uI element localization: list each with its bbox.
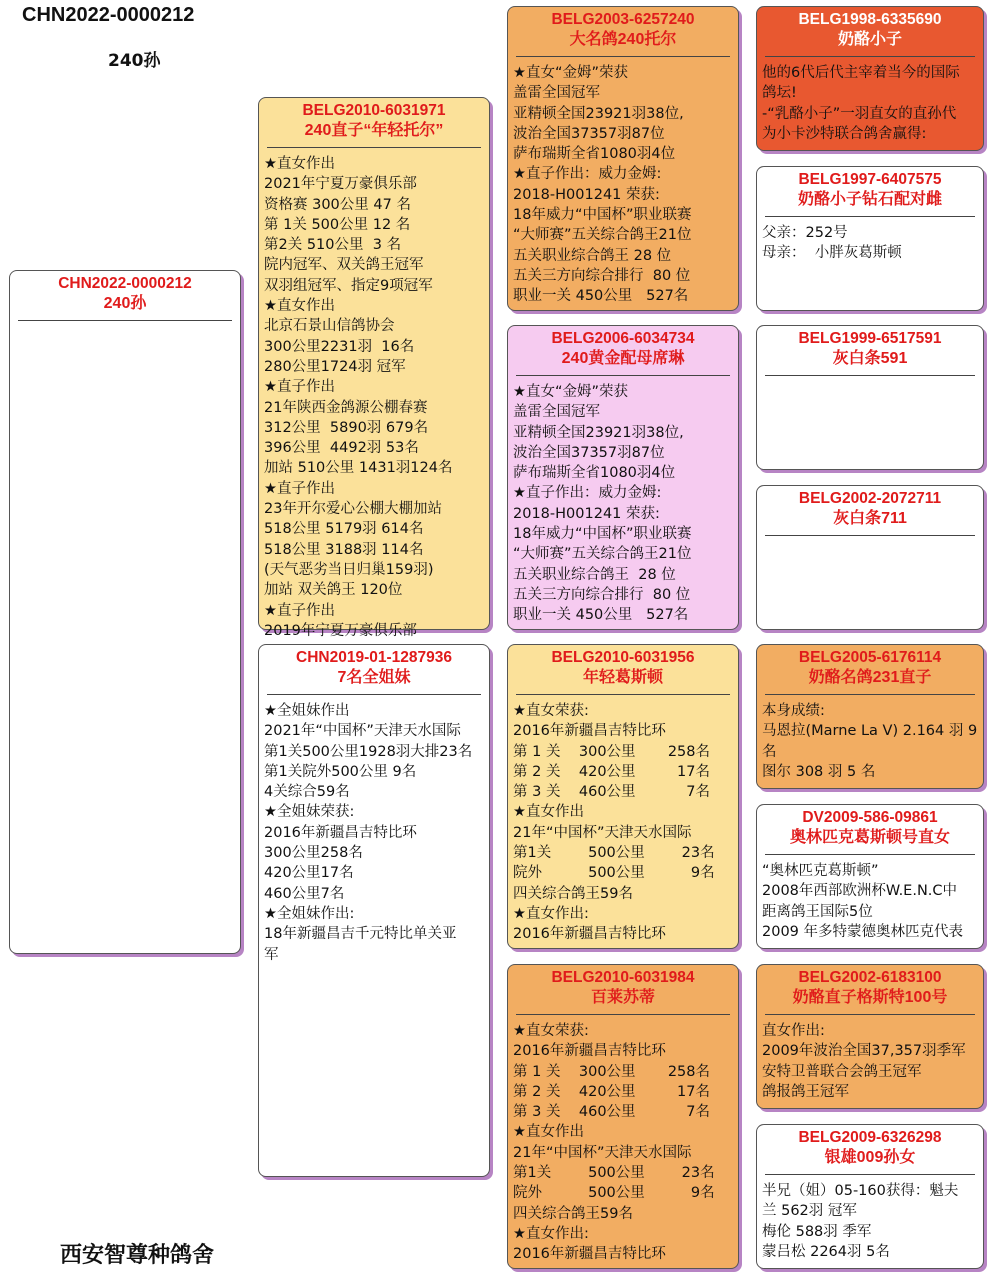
record-line: 2016年新疆昌吉特比环 (264, 824, 417, 841)
record-line: ★直女荣获: (513, 703, 589, 719)
record-line: 300公里258名 (264, 845, 363, 862)
record-line: 他的6代后代主宰着当今的国际 (762, 65, 960, 81)
record-line: ★直女作出 (264, 156, 335, 172)
ggp5-card[interactable] (756, 644, 984, 789)
ring-number: BELG1998-6335690 (798, 11, 942, 28)
ring-number: BELG2002-2072711 (798, 490, 942, 507)
pigeon-name: 奶酪小子钻石配对雌 (797, 191, 942, 208)
header-divider (765, 535, 975, 536)
pigeon-name: 240黄金配母席琳 (561, 350, 685, 367)
card-header (757, 645, 983, 688)
record-line: 2016年新疆昌吉特比环 (513, 723, 666, 740)
record-line: 280公里1724羽 冠军 (264, 358, 406, 375)
record-line: “大师赛”五关综合鸽王21位 (513, 227, 692, 244)
ring-number: BELG2003-6257240 (551, 11, 695, 28)
record-line: ★直女荣获: (513, 1023, 589, 1039)
pigeon-name: 7名全姐妹 (337, 669, 411, 686)
card-header (508, 965, 738, 1008)
subject-card[interactable] (9, 270, 241, 954)
record-line: 加站 510公里 1431羽124名 (264, 460, 453, 477)
record-line: “奥林匹克葛斯顿” (762, 863, 879, 879)
record-line: 21年陕西金鸽源公棚春赛 (264, 399, 428, 416)
pigeon-name: 奶酪直子格斯特100号 (792, 989, 948, 1006)
ggp2-card[interactable] (756, 166, 984, 311)
record-line: 23年开尔爱心公棚大棚加站 (264, 501, 442, 518)
record-line: 300公里2231羽 16名 (264, 338, 415, 355)
record-line: 院内冠军、双关鸽王冠军 (264, 257, 424, 274)
sire-card[interactable] (258, 97, 490, 639)
ggp4-card[interactable] (756, 485, 984, 630)
ring-number: BELG2005-6176114 (798, 649, 942, 666)
record-line: 18年威力“中国杯”职业联赛 (513, 526, 692, 543)
pigeon-name: 银雄009孙女 (824, 1149, 916, 1166)
ring-number: BELG2010-6031956 (551, 649, 695, 666)
record-line: 双羽组冠军、指定9项冠军 (264, 277, 433, 294)
pigeon-name: 奥林匹克葛斯顿号直女 (789, 829, 950, 846)
record-line: 518公里 5179羽 614名 (264, 521, 424, 538)
record-line: 院外 500公里 9名 (513, 1185, 715, 1202)
loft-name: 西安智尊种鸽舍 (60, 1243, 215, 1268)
record-line: ★全姐妹作出 (264, 703, 350, 719)
record-line: 亚精顿全国23921羽38位, (513, 105, 684, 122)
header-divider (267, 147, 481, 148)
record-line: ★直子作出 (264, 602, 335, 619)
record-line: ★直女“金姆”荣获 (513, 384, 629, 400)
card-header (757, 167, 983, 210)
header-divider (765, 694, 975, 695)
record-line: 直女作出: (762, 1023, 825, 1039)
record-line: 2021年宁夏万豪俱乐部 (264, 176, 417, 193)
header-divider (18, 320, 232, 321)
record-line: 北京石景山信鸽协会 (264, 318, 395, 335)
page-subtitle: 240孙 (108, 51, 161, 71)
record-line: ★直女作出: (513, 1225, 589, 1242)
record-line: 460公里7名 (264, 885, 345, 902)
record-line: 4关综合59名 (264, 784, 350, 801)
record-line: 第1关 500公里 23名 (513, 845, 715, 862)
ring-number: BELG2010-6031984 (551, 969, 695, 986)
record-line: 盖雷全国冠军 (513, 404, 600, 421)
ring-number: BELG1999-6517591 (798, 330, 942, 347)
card-header (757, 805, 983, 848)
card-body (508, 63, 738, 307)
record-line: 名 (762, 743, 777, 760)
card-header (757, 1125, 983, 1168)
record-line: 2008年西部欧洲杯W.E.N.C中 (762, 883, 958, 900)
record-line: ★直子作出：威力金姆: (513, 485, 662, 502)
pigeon-name: 奶酪名鸽231直子 (808, 669, 932, 686)
record-line: 兰 562羽 冠军 (762, 1203, 857, 1220)
card-header (757, 486, 983, 529)
ring-number: BELG1997-6407575 (798, 171, 942, 188)
header-divider (765, 216, 975, 217)
sire-sire-card[interactable] (507, 6, 739, 311)
pigeon-name: 240孙 (103, 295, 147, 312)
record-line: 2016年新疆昌吉特比环 (513, 1246, 666, 1263)
record-line: 为小卡沙特联合鸽舍赢得: (762, 125, 927, 142)
record-line: 父亲：252号 (762, 225, 848, 241)
record-line: 第 1 关 300公里 258名 (513, 1063, 710, 1080)
ring-number: BELG2009-6326298 (798, 1129, 942, 1146)
card-header (757, 326, 983, 369)
record-line: ★直子作出：威力金姆: (513, 166, 662, 183)
record-line: 312公里 5890羽 679名 (264, 419, 429, 436)
header-divider (765, 1174, 975, 1175)
card-body (757, 223, 983, 264)
record-line: 2016年新疆昌吉特比环 (513, 926, 666, 943)
record-line: 梅伦 588羽 季军 (762, 1223, 872, 1240)
card-body (757, 1181, 983, 1262)
card-header (259, 645, 489, 688)
record-line: ★直女“金姆”荣获 (513, 65, 629, 81)
pigeon-name: 灰白条591 (832, 350, 908, 367)
ring-number: CHN2022-0000212 (58, 275, 192, 292)
record-line: 鸽报鸽王冠军 (762, 1083, 849, 1100)
record-line: 盖雷全国冠军 (513, 85, 600, 102)
pigeon-name: 大名鸽240托尔 (569, 31, 677, 48)
record-line: -“乳酪小子”一羽直女的直孙代 (762, 105, 957, 122)
page-title: CHN2022-0000212 (22, 4, 195, 26)
record-line: 萨布瑞斯全省1080羽4位 (513, 465, 676, 482)
card-header (259, 98, 489, 141)
card-body (508, 382, 738, 626)
card-header (757, 965, 983, 1008)
ggp3-card[interactable] (756, 325, 984, 470)
card-body (508, 1021, 738, 1265)
record-line: 军 (264, 946, 279, 963)
pigeon-name: 240直子“年轻托尔” (304, 122, 444, 139)
card-header (508, 326, 738, 369)
sire-dam-card[interactable] (507, 325, 739, 630)
header-divider (516, 694, 730, 695)
dam-dam-card[interactable] (507, 964, 739, 1269)
card-header (508, 7, 738, 50)
header-divider (765, 56, 975, 57)
card-body (259, 154, 489, 641)
record-line: 第 1 关 300公里 258名 (513, 743, 710, 760)
record-line: 2016年新疆昌吉特比环 (513, 1043, 666, 1060)
ring-number: BELG2006-6034734 (551, 330, 695, 347)
card-header (757, 7, 983, 50)
record-line: 母亲： 小胖灰葛斯顿 (762, 245, 902, 262)
record-line: ★直女作出 (513, 1124, 584, 1141)
record-line: 第1关院外500公里 9名 (264, 763, 417, 780)
record-line: 18年新疆昌吉千元特比单关亚 (264, 926, 457, 943)
record-line: 五关三方向综合排行 80 位 (513, 267, 691, 284)
record-line: 五关三方向综合排行 80 位 (513, 586, 691, 603)
record-line: ★全姐妹作出: (264, 905, 355, 922)
record-line: 2018-H001241 荣获: (513, 186, 660, 203)
record-line: 396公里 4492羽 53名 (264, 440, 419, 457)
record-line: 马恩拉(Marne La V) 2.164 羽 9 (762, 723, 978, 740)
record-line: 四关综合鸽王59名 (513, 885, 633, 902)
card-header (10, 271, 240, 314)
record-line: 21年“中国杯”天津天水国际 (513, 1144, 692, 1161)
card-body (757, 1021, 983, 1102)
record-line: (天气恶劣当日归巢159羽) (264, 561, 434, 578)
ggp8-card[interactable] (756, 1124, 984, 1269)
ggp7-card[interactable] (756, 964, 984, 1109)
record-line: ★直子作出 (264, 480, 335, 497)
record-line: 本身成绩: (762, 703, 825, 719)
record-line: 第 2 关 420公里 17名 (513, 1083, 710, 1100)
record-line: ★直女作出 (264, 298, 335, 315)
record-line: 第 3 关 460公里 7名 (513, 1104, 710, 1121)
ggp1-card[interactable] (756, 6, 984, 151)
pigeon-name: 奶酪小子 (837, 31, 902, 48)
card-body (259, 701, 489, 965)
card-body (757, 861, 983, 942)
header-divider (516, 1014, 730, 1015)
record-line: 2021年“中国杯”天津天水国际 (264, 723, 461, 740)
record-line: 萨布瑞斯全省1080羽4位 (513, 146, 676, 163)
record-line: 五关职业综合鸽王 28 位 (513, 566, 676, 583)
header-divider (765, 375, 975, 376)
record-line: 蒙吕松 2264羽 5名 (762, 1243, 890, 1260)
record-line: 第1关500公里1928羽大排23名 (264, 743, 473, 760)
record-line: 安特卫普联合会鸽王冠军 (762, 1063, 922, 1080)
record-line: ★全姐妹荣获: (264, 804, 355, 821)
record-line: 2009 年多特蒙德奥林匹克代表 (762, 923, 964, 940)
ring-number: BELG2010-6031971 (302, 102, 446, 119)
pigeon-name: 百莱苏蒂 (590, 989, 655, 1006)
ring-number: DV2009-586-09861 (802, 809, 938, 826)
ring-number: BELG2002-6183100 (798, 969, 942, 986)
record-line: ★直女作出 (513, 804, 584, 821)
record-line: ★直女作出: (513, 905, 589, 922)
pigeon-name: 年轻葛斯顿 (582, 669, 663, 686)
card-header (508, 645, 738, 688)
record-line: 资格赛 300公里 47 名 (264, 196, 411, 213)
record-line: 四关综合鸽王59名 (513, 1205, 633, 1222)
record-line: 518公里 3188羽 114名 (264, 541, 424, 558)
record-line: 第2关 510公里 3 名 (264, 237, 402, 254)
ggp6-card[interactable] (756, 804, 984, 949)
card-body (757, 63, 983, 144)
record-line: 波治全国37357羽87位 (513, 444, 665, 461)
pigeon-name: 灰白条711 (833, 510, 907, 527)
card-body (508, 701, 738, 945)
record-line: 职业一关 450公里 527名 (513, 288, 689, 305)
record-line: 距离鸽王国际5位 (762, 903, 873, 920)
record-line: 第 3 关 460公里 7名 (513, 784, 710, 801)
record-line: 第 1关 500公里 12 名 (264, 216, 411, 233)
card-body (757, 701, 983, 782)
header-divider (516, 56, 730, 57)
record-line: 亚精顿全国23921羽38位, (513, 424, 684, 441)
record-line: 2018-H001241 荣获: (513, 505, 660, 522)
header-divider (765, 854, 975, 855)
record-line: 加站 双关鸽王 120位 (264, 582, 403, 599)
record-line: 2019年宁夏万豪俱乐部 (264, 622, 417, 639)
record-line: 420公里17名 (264, 865, 354, 882)
record-line: 第1关 500公里 23名 (513, 1165, 715, 1182)
record-line: ★直子作出 (264, 379, 335, 396)
dam-card[interactable] (258, 644, 490, 1177)
record-line: 波治全国37357羽87位 (513, 125, 665, 142)
record-line: 五关职业综合鸽王 28 位 (513, 247, 672, 264)
record-line: 鸽坛! (762, 85, 797, 102)
record-line: 第 2 关 420公里 17名 (513, 763, 710, 780)
record-line: 图尔 308 羽 5 名 (762, 763, 876, 780)
record-line: 半兄（姐）05-160获得：魁夫 (762, 1183, 959, 1199)
record-line: 职业一关 450公里 527名 (513, 607, 689, 624)
record-line: 院外 500公里 9名 (513, 865, 715, 882)
ring-number: CHN2019-01-1287936 (296, 649, 452, 666)
header-divider (267, 694, 481, 695)
record-line: 2009年波治全国37,357羽季军 (762, 1043, 966, 1060)
header-divider (765, 1014, 975, 1015)
record-line: 21年“中国杯”天津天水国际 (513, 824, 692, 841)
header-divider (516, 375, 730, 376)
dam-sire-card[interactable] (507, 644, 739, 949)
record-line: 18年威力“中国杯”职业联赛 (513, 207, 692, 224)
record-line: “大师赛”五关综合鸽王21位 (513, 546, 692, 563)
